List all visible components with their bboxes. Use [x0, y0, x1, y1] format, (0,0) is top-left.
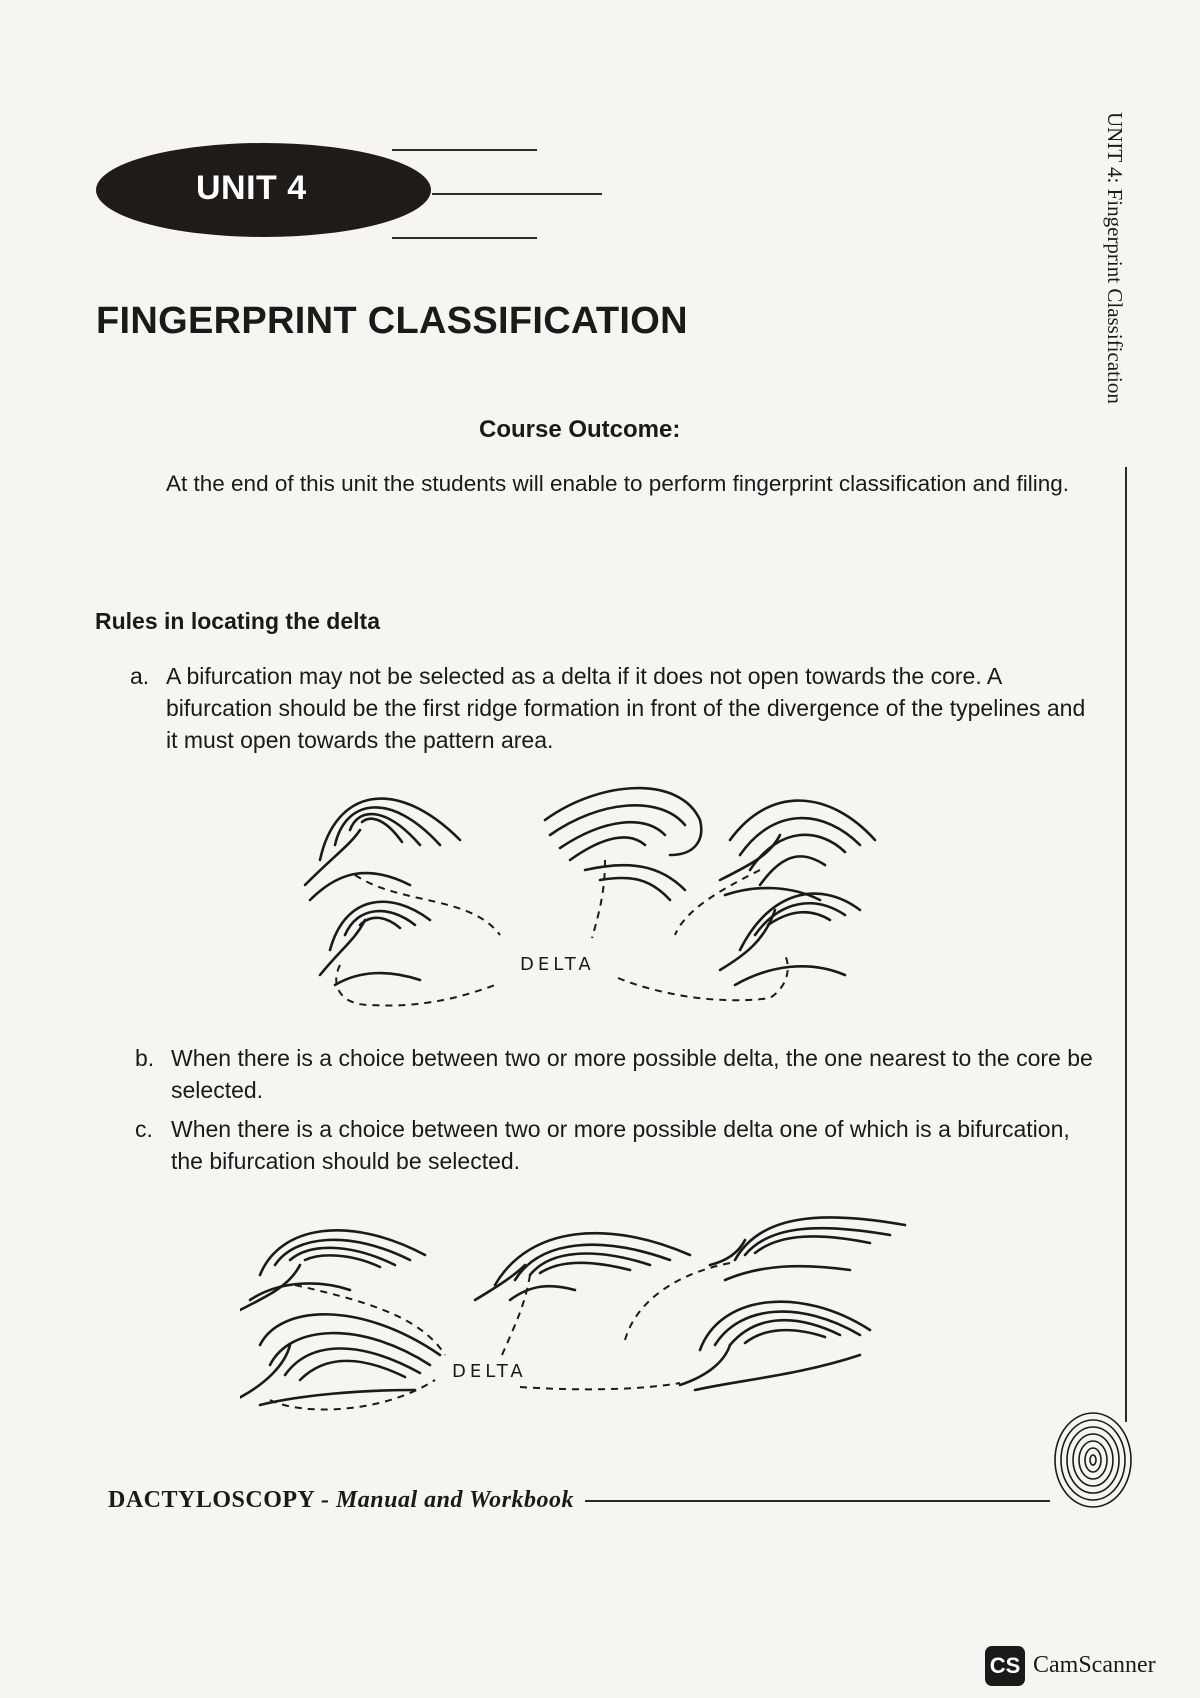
fingerprint-sketch-top-left — [240, 1230, 425, 1310]
footer-rule — [585, 1500, 1050, 1502]
banner-line-bottom — [392, 237, 537, 239]
page-title: FINGERPRINT CLASSIFICATION — [96, 300, 688, 342]
footer-title-main: DACTYLOSCOPY — [108, 1487, 315, 1513]
rule-item — [135, 1113, 1100, 1183]
rule-item — [135, 1042, 1100, 1112]
delta-figure-1 — [300, 760, 950, 1015]
course-outcome-heading: Course Outcome: — [479, 416, 681, 443]
rule-letter: c. — [135, 1116, 153, 1142]
fingerprint-sketch-top-center — [545, 788, 701, 900]
side-header — [1095, 112, 1135, 457]
camscanner-icon: CS — [985, 1646, 1025, 1686]
fingerprint-sketch-bottom-right — [720, 894, 860, 985]
fingerprint-sketch-bottom-left — [240, 1314, 440, 1405]
fingerprint-sketch-bottom-right — [680, 1302, 870, 1390]
course-outcome-text — [96, 466, 1096, 501]
delta-label: DELTA — [520, 954, 595, 975]
banner-line-middle — [432, 193, 602, 195]
unit-banner — [96, 143, 431, 237]
delta-figure-2 — [240, 1205, 960, 1445]
side-rule — [1125, 467, 1127, 1422]
camscanner-name: CamScanner — [1033, 1652, 1156, 1678]
rule-letter: b. — [135, 1045, 155, 1071]
fingerprint-sketch-top-left — [305, 799, 460, 900]
rule-item — [130, 660, 1100, 760]
banner-line-top — [392, 149, 537, 151]
fingerprint-sketch-top-right — [720, 801, 875, 900]
fingerprint-sketch-bottom-left — [320, 902, 430, 985]
course-outcome-body: At the end of this unit the students will enable to perform fingerprint classification and filing. — [166, 471, 1069, 496]
thumbprint-icon — [1052, 1410, 1134, 1510]
fingerprint-sketch-top-right — [710, 1217, 905, 1280]
rules-heading: Rules in locating the delta — [95, 608, 380, 634]
unit-label: UNIT 4 — [196, 169, 307, 207]
rule-text: A bifurcation may not be selected as a delta if it does not open towards the core. A bifurcation should be the first ridge formation in front of the divergence of the typelines and it must open towards the pattern area. — [166, 663, 1086, 753]
side-header-text: UNIT 4: Fingerprint Classification — [1103, 112, 1127, 404]
rule-text: When there is a choice between two or more possible delta, the one nearest to the core be selected. — [171, 1045, 1093, 1103]
rule-letter: a. — [130, 663, 150, 689]
fingerprint-sketch-top-center — [475, 1233, 690, 1300]
rule-text: When there is a choice between two or more possible delta one of which is a bifurcation, the bifurcation should be selected. — [171, 1116, 1070, 1174]
footer-title — [108, 1487, 574, 1514]
delta-label: DELTA — [452, 1361, 527, 1382]
footer-title-sub: - Manual and Workbook — [320, 1487, 574, 1513]
